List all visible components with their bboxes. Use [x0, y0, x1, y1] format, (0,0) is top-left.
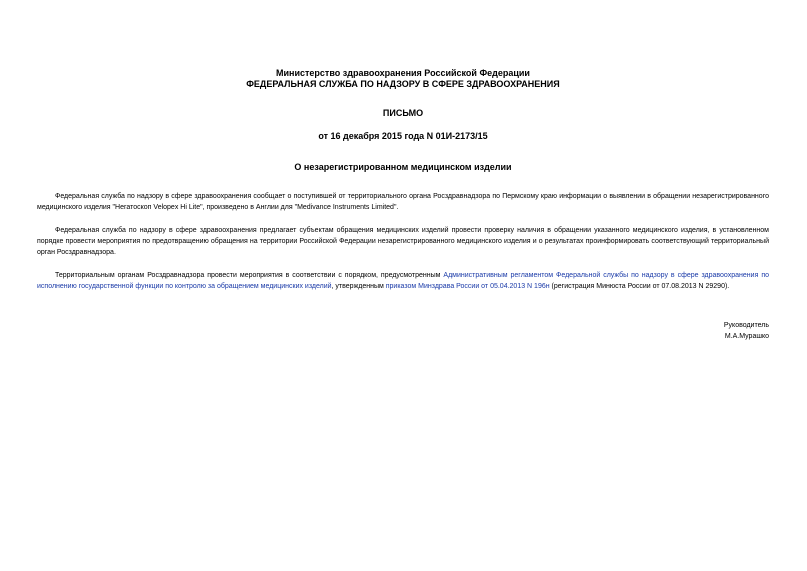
ministry-order-link[interactable]: приказом Минздрава России от 05.04.2013 N 196н — [385, 283, 550, 290]
paragraph-1: Федеральная служба по надзору в сфере здравоохранения сообщает о поступившей от территориального органа Росздравнадзора по Пермскому краю информации о выявлении в обращении незарегистрированного медицинского изделия "Негатоскоп Velopex Hi Lite", произведено в Англии для "Medivance Instruments Limited". — [37, 193, 769, 211]
document-body — [37, 191, 769, 292]
paragraph-2: Федеральная служба по надзору в сфере здравоохранения предлагает субъектам обращения медицинских изделий провести проверку наличия в обращении указанного медицинского изделия, в установленном порядке провести мероприятия по предотвращению обращения на территории Российской Федерации незарегистрированного медицинского изделия и о результатах проинформировать соответствующий территориальный орган Росздравнадзора. — [37, 227, 769, 256]
signatory-name: М.А.Мурашко — [724, 333, 769, 340]
signatory-title: Руководитель — [723, 322, 769, 329]
document-date-number: от 16 декабря 2015 года N 01И-2173/15 — [318, 131, 488, 141]
document-page — [37, 68, 769, 342]
ministry-name: Министерство здравоохранения Российской Федерации — [276, 68, 530, 78]
service-name: ФЕДЕРАЛЬНАЯ СЛУЖБА ПО НАДЗОРУ В СФЕРЕ ЗДРАВООХРАНЕНИЯ — [246, 79, 560, 89]
paragraph-3-text-after: (регистрация Минюста России от 07.08.2013 N 29290). — [549, 283, 730, 290]
paragraph-3 — [37, 270, 769, 292]
paragraph-3-text-middle: , утвержденным — [331, 283, 386, 290]
document-type: ПИСЬМО — [382, 108, 424, 118]
document-subject: О незарегистрированном медицинском изделии — [294, 162, 512, 172]
document-header — [37, 68, 769, 90]
administrative-regulation-link[interactable]: Административным регламентом Федеральной службы по надзору в сфере здравоохранения по исполнению государственной функции по контролю за обращением медицинских изделий — [37, 272, 769, 290]
signature-block — [37, 320, 769, 342]
paragraph-3-text-before: Территориальным органам Росздравнадзора провести мероприятия в соответствии с порядком, предусмотренным — [55, 272, 444, 279]
